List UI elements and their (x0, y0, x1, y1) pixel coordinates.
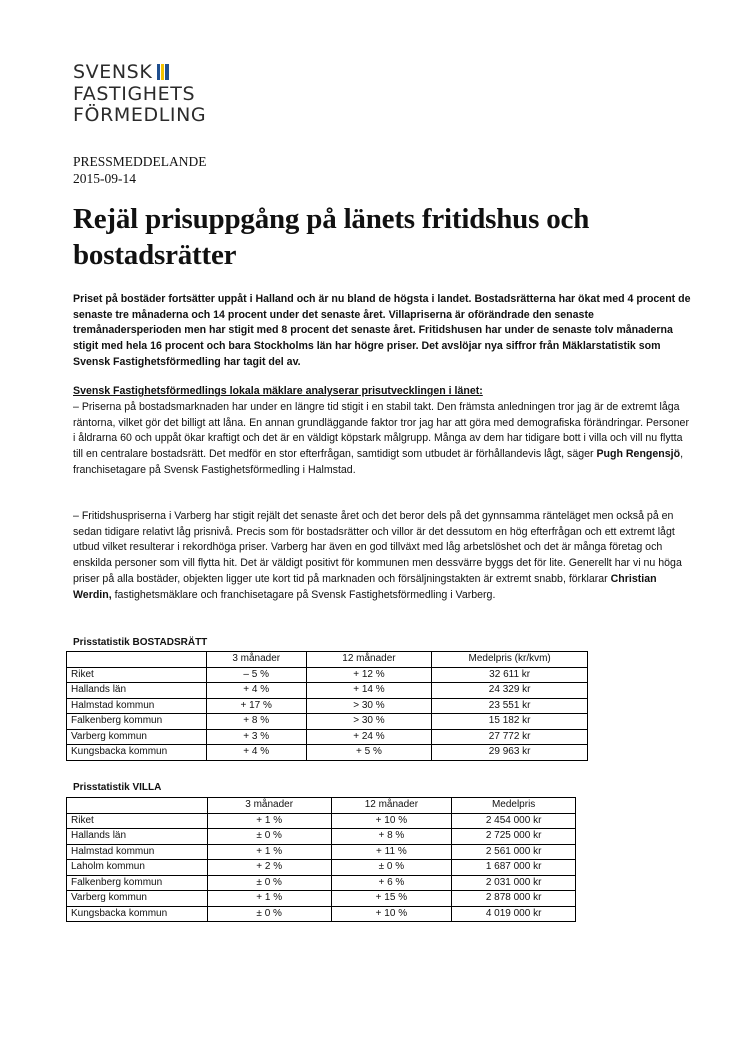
value-cell: + 11 % (331, 844, 452, 860)
value-cell: + 4 % (206, 683, 306, 699)
value-cell: ± 0 % (207, 829, 331, 845)
region-cell: Kungsbacka kommun (67, 906, 208, 922)
value-cell: > 30 % (306, 698, 432, 714)
quote-speaker-name: Christian Werdin, (73, 572, 657, 601)
analysis-subheading: Svensk Fastighetsförmedlings lokala mäklare analyserar prisutvecklingen i länet: (73, 385, 483, 397)
table-caption-villa: Prisstatistik VILLA (73, 782, 162, 793)
value-cell: + 6 % (331, 875, 452, 891)
table-row (67, 729, 588, 745)
table-row (67, 875, 576, 891)
value-cell: 2 561 000 kr (452, 844, 576, 860)
value-cell: ± 0 % (331, 860, 452, 876)
quote-text: – Fritidshuspriserna i Varberg har stigit rejält det senaste året och det beror dels på det gynnsamma ränteläget men också på en sedan tidigare relativt låg prisnivå. Precis som för bostadsrätter och villor är det dessutom en hög efterfrågan och ett extremt lågt utbud vilket resulterar i rekordhöga priser. Varberg har även en god tillväxt med låg arbetslöshet och det är många företag och enskilda personer som vill flytta hit. Det är väldigt positivt för kommunen men dessvärre byggs det för lite. Generellt har vi nu höga priser på alla bostäder, objekten ligger ute kort tid på marknaden och försäljningstakten är extremt snabb, förklarar (73, 510, 682, 585)
table-row (67, 813, 576, 829)
logo-line-1: SVENSK (73, 61, 153, 83)
headline: Rejäl prisuppgång på länets fritidshus och bostadsrätter (73, 203, 590, 271)
value-cell: + 8 % (331, 829, 452, 845)
header-cell: 3 månader (207, 798, 331, 814)
value-cell: + 1 % (207, 891, 331, 907)
table-header-row (67, 652, 588, 668)
quote-speaker-title: , franchisetagare på Svensk Fastighetsförmedling i Halmstad. (73, 448, 684, 476)
value-cell: 1 687 000 kr (452, 860, 576, 876)
value-cell: 2 878 000 kr (452, 891, 576, 907)
table-row (67, 683, 588, 699)
value-cell: > 30 % (306, 714, 432, 730)
region-cell: Halmstad kommun (67, 698, 207, 714)
table-row (67, 714, 588, 730)
value-cell: 15 182 kr (432, 714, 588, 730)
value-cell: + 15 % (331, 891, 452, 907)
table-row (67, 860, 576, 876)
table-row (67, 667, 588, 683)
logo-line-3: FÖRMEDLING (73, 104, 207, 126)
value-cell: 32 611 kr (432, 667, 588, 683)
price-table-bostadsratt (66, 651, 588, 761)
lead-paragraph: Priset på bostäder fortsätter uppåt i Halland och är nu bland de högsta i landet. Bostadsrätterna har ökat med 4 procent de senaste tre månaderna och 14 procent under det senaste året. Villapriserna är oförändrade den senaste tremånadersperioden men har stigit med 8 procent det senaste året. Fritidshusen har under de senaste tolv månaderna stigit med hela 16 procent och bara Stockholms län har högre priser. Det avslöjar nya siffror från Mäklarstatistik som Svensk Fastighetsförmedling har tagit del av. (73, 293, 691, 368)
region-cell: Riket (67, 667, 207, 683)
document-date: 2015-09-14 (73, 171, 136, 186)
value-cell: + 10 % (331, 906, 452, 922)
header-cell: 3 månader (206, 652, 306, 668)
value-cell: + 12 % (306, 667, 432, 683)
value-cell: + 4 % (206, 745, 306, 761)
table-row (67, 891, 576, 907)
table-caption-bostadsratt: Prisstatistik BOSTADSRÄTT (73, 637, 208, 648)
region-cell: Laholm kommun (67, 860, 208, 876)
price-table-villa (66, 797, 576, 922)
region-cell: Falkenberg kommun (67, 714, 207, 730)
region-cell: Falkenberg kommun (67, 875, 208, 891)
value-cell: + 17 % (206, 698, 306, 714)
value-cell: 2 031 000 kr (452, 875, 576, 891)
value-cell: + 3 % (206, 729, 306, 745)
value-cell: + 1 % (207, 813, 331, 829)
quote-paragraph-varberg (73, 509, 693, 603)
table-row (67, 844, 576, 860)
table-row (67, 745, 588, 761)
table-row (67, 906, 576, 922)
document-meta (73, 153, 207, 187)
region-cell: Riket (67, 813, 208, 829)
quote-speaker-title: fastighetsmäklare och franchisetagare på Svensk Fastighetsförmedling i Varberg. (111, 588, 496, 601)
quote-text: – Priserna på bostadsmarknaden har under en längre tid stigit i en stabil takt. Den främsta anledningen tror jag är de extremt låga räntorna, vilket gör det billigt att låna. En annan grundläggande faktor tror jag har att göra med demografiska förändringar. Personer i åldrarna 60 och uppåt ökar kraftigt och det är en väldigt köpstark målgrupp. Många av dem har tidigare bott i villa och vill nu flytta till en centralare bostadsrätt. Det medför en stor efterfrågan, samtidigt som utbudet är förhållandevis lågt, säger (73, 401, 689, 461)
value-cell: 2 454 000 kr (452, 813, 576, 829)
value-cell: + 10 % (331, 813, 452, 829)
value-cell: + 8 % (206, 714, 306, 730)
value-cell: 2 725 000 kr (452, 829, 576, 845)
header-cell: Medelpris (452, 798, 576, 814)
header-cell: 12 månader (306, 652, 432, 668)
flag-mark-icon (157, 64, 169, 80)
header-cell: Medelpris (kr/kvm) (432, 652, 588, 668)
region-cell: Hallands län (67, 683, 207, 699)
region-cell: Hallands län (67, 829, 208, 845)
quote-paragraph-halmstad (73, 400, 693, 479)
document-type: PRESSMEDDELANDE (73, 154, 207, 169)
value-cell: + 24 % (306, 729, 432, 745)
value-cell: + 5 % (306, 745, 432, 761)
value-cell: 27 772 kr (432, 729, 588, 745)
region-cell: Varberg kommun (67, 729, 207, 745)
header-cell: 12 månader (331, 798, 452, 814)
region-cell: Halmstad kommun (67, 844, 208, 860)
value-cell: 29 963 kr (432, 745, 588, 761)
logo-line-2: FASTIGHETS (73, 82, 196, 105)
region-cell: Varberg kommun (67, 891, 208, 907)
value-cell: 23 551 kr (432, 698, 588, 714)
table-row (67, 698, 588, 714)
value-cell: 4 019 000 kr (452, 906, 576, 922)
region-cell: Kungsbacka kommun (67, 745, 207, 761)
value-cell: + 14 % (306, 683, 432, 699)
header-cell (67, 798, 208, 814)
company-logo (73, 62, 206, 127)
value-cell: ± 0 % (207, 875, 331, 891)
value-cell: + 1 % (207, 844, 331, 860)
value-cell: – 5 % (206, 667, 306, 683)
value-cell: ± 0 % (207, 906, 331, 922)
header-cell (67, 652, 207, 668)
table-row (67, 829, 576, 845)
quote-speaker-name: Pugh Rengensjö (596, 448, 681, 461)
value-cell: + 2 % (207, 860, 331, 876)
value-cell: 24 329 kr (432, 683, 588, 699)
table-header-row (67, 798, 576, 814)
